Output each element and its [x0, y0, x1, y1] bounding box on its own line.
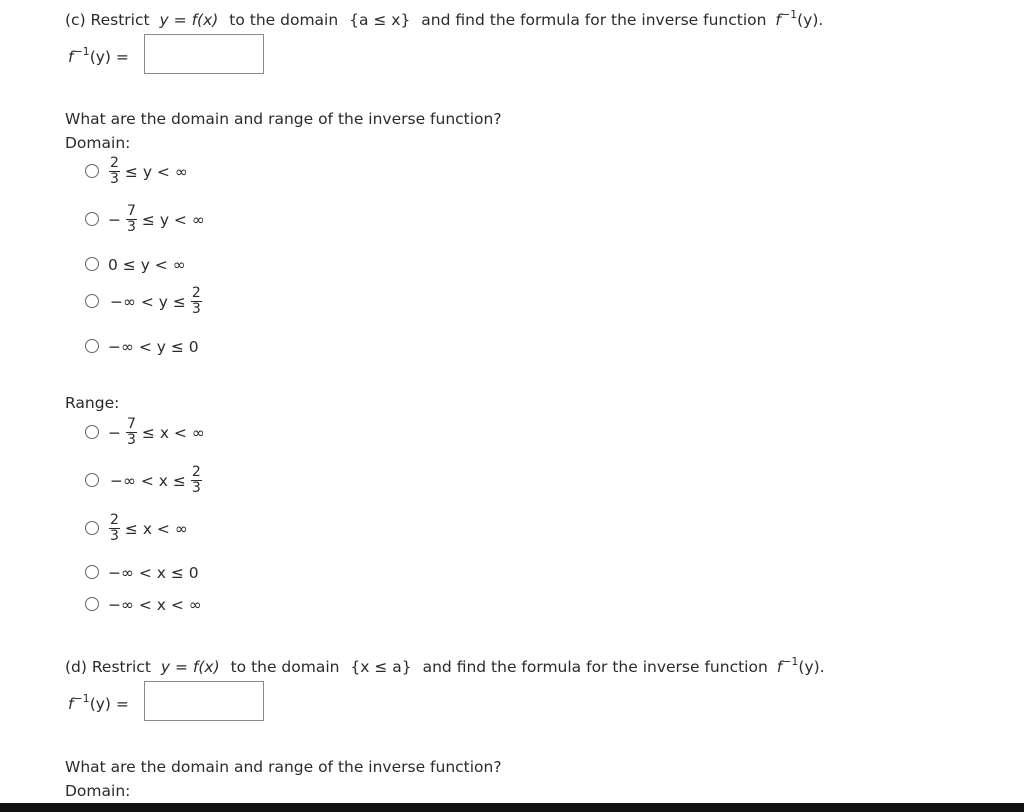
part-c-eq-y: y: [159, 11, 169, 29]
domain-option-3[interactable]: [108, 256, 186, 274]
part-c-domain-set: {a ≤ x}: [349, 11, 411, 29]
part-c-prompt: [65, 8, 823, 29]
part-c-to-domain: to the domain: [229, 11, 339, 29]
answer-label-f: f: [68, 695, 74, 713]
part-c-answer-label: [68, 45, 129, 66]
range-option-5-text: −∞ < x < ∞: [108, 596, 202, 614]
range-option-2-frac: $\frac{2}{3}$: [191, 464, 201, 496]
part-c-eq-equals: =: [173, 11, 187, 29]
domain-option-5-text: −∞ < y ≤ 0: [108, 338, 199, 356]
domain-option-4-pre: −∞ < y ≤: [110, 292, 186, 311]
part-d-label: (d) Restrict: [65, 658, 151, 676]
range-option-4[interactable]: [108, 564, 199, 582]
answer-label-sup: −1: [73, 45, 90, 58]
part-c-inv-f: f: [775, 11, 781, 29]
part-d-inv-sup: −1: [782, 655, 799, 668]
domain-option-3-text: 0 ≤ y < ∞: [108, 256, 186, 274]
range-option-3-post: ≤ x < ∞: [124, 519, 188, 538]
domain-option-5[interactable]: [108, 338, 199, 356]
part-c-eq-fx: f(x): [191, 11, 219, 29]
range-option-1-pre: −: [108, 423, 121, 442]
part-c-inv-arg: (y).: [797, 11, 824, 29]
part-d-question: What are the domain and range of the inverse function?: [65, 758, 502, 776]
part-d-inverse-answer-input[interactable]: [144, 681, 264, 721]
domain-option-2-frac: $\frac{7}{3}$: [127, 203, 136, 235]
part-c-inverse-answer-input[interactable]: [144, 34, 264, 74]
part-d-domain-set: {x ≤ a}: [350, 658, 412, 676]
part-d-inv-arg: (y).: [798, 658, 825, 676]
part-d-domain-label: Domain:: [65, 782, 131, 800]
answer-label-f: f: [68, 48, 74, 66]
range-option-3-radio[interactable]: [85, 521, 99, 535]
answer-label-rest: (y) =: [89, 695, 129, 713]
range-option-5-radio[interactable]: [85, 597, 99, 611]
domain-option-2[interactable]: [106, 204, 207, 235]
range-option-3-frac: $\frac{2}{3}$: [110, 512, 119, 544]
part-c-domain-label: Domain:: [65, 134, 131, 152]
part-d-eq-y: y: [160, 658, 171, 676]
answer-label-rest: (y) =: [89, 48, 129, 66]
answer-label-sup: −1: [73, 692, 90, 705]
domain-option-2-radio[interactable]: [85, 212, 99, 226]
part-d-eq-fx: f(x): [192, 658, 220, 676]
domain-option-5-radio[interactable]: [85, 339, 99, 353]
range-option-3[interactable]: [106, 513, 190, 544]
range-option-1[interactable]: [106, 417, 207, 448]
range-option-1-frac: $\frac{7}{3}$: [127, 416, 136, 448]
part-d-prompt: [65, 655, 825, 676]
range-option-4-radio[interactable]: [85, 565, 99, 579]
range-option-2-pre: −∞ < x ≤: [110, 471, 186, 490]
range-option-1-radio[interactable]: [85, 425, 99, 439]
domain-option-4-frac: $\frac{2}{3}$: [191, 285, 201, 317]
part-d-eq-equals: =: [174, 658, 188, 676]
domain-option-4-radio[interactable]: [85, 294, 99, 308]
part-d-answer-label: [68, 692, 129, 713]
part-d-and-find: and find the formula for the inverse function: [422, 658, 768, 676]
domain-option-1-radio[interactable]: [85, 164, 99, 178]
part-d-inv-f: f: [776, 658, 783, 676]
domain-option-2-post: ≤ y < ∞: [141, 210, 205, 229]
range-option-4-text: −∞ < x ≤ 0: [108, 564, 199, 582]
domain-option-2-pre: −: [108, 210, 121, 229]
range-option-2[interactable]: [108, 465, 205, 496]
part-c-range-label: Range:: [65, 394, 120, 412]
domain-option-1-post: ≤ y < ∞: [124, 162, 188, 181]
part-c-label: (c) Restrict: [65, 11, 150, 29]
domain-option-1-frac: $\frac{2}{3}$: [110, 155, 119, 187]
bottom-bar: [0, 803, 1024, 812]
part-d-to-domain: to the domain: [230, 658, 340, 676]
domain-option-4[interactable]: [108, 286, 205, 317]
part-c-and-find: and find the formula for the inverse function: [421, 11, 767, 29]
part-c-inv-sup: −1: [780, 8, 798, 21]
domain-option-1[interactable]: [106, 156, 190, 187]
range-option-2-radio[interactable]: [85, 473, 99, 487]
range-option-5[interactable]: [108, 596, 202, 614]
range-option-1-post: ≤ x < ∞: [141, 423, 205, 442]
part-c-question: What are the domain and range of the inverse function?: [65, 110, 502, 128]
domain-option-3-radio[interactable]: [85, 257, 99, 271]
